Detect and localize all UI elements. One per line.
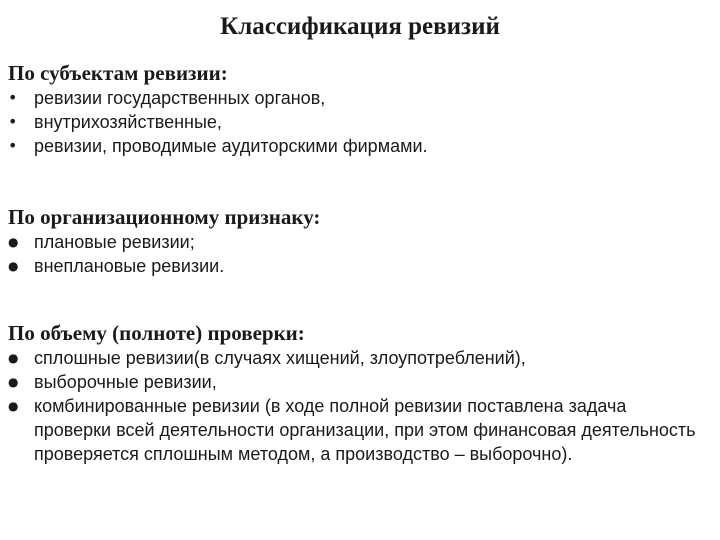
section-heading: По организационному признаку:	[8, 205, 321, 229]
section-by-scope	[8, 320, 708, 466]
bullet-dot-small-icon: ●	[8, 399, 19, 413]
bullet-dot-small-icon: ●	[8, 259, 19, 273]
list-item-text: внутрихозяйственные,	[34, 112, 222, 132]
bullet-list	[8, 86, 708, 158]
list-item-text: комбинированные ревизии (в ходе полной ревизии поставлена задача проверки всей деятельности организации, при этом финансовая деятельность проверяется сплошным методом, а производство – выборочно).	[34, 396, 696, 464]
list-item	[8, 346, 708, 370]
bullet-list	[8, 346, 708, 466]
list-item-text: внеплановые ревизии.	[34, 256, 225, 276]
bullet-dot-small-icon: ●	[8, 375, 19, 389]
section-by-subject	[8, 60, 708, 158]
list-item-text: плановые ревизии;	[34, 232, 195, 252]
list-item	[8, 110, 708, 134]
list-item	[8, 254, 708, 278]
list-item-text: сплошные ревизии(в случаях хищений, злоупотреблений),	[34, 348, 526, 368]
bullet-dot-small-icon: ●	[8, 351, 19, 365]
section-heading: По объему (полноте) проверки:	[8, 321, 305, 345]
list-item	[8, 134, 708, 158]
section-heading: По субъектам ревизии:	[8, 61, 228, 85]
section-by-organization	[8, 204, 708, 278]
list-item	[8, 394, 708, 466]
page-title: Классификация ревизий	[220, 13, 500, 40]
list-item	[8, 86, 708, 110]
list-item	[8, 230, 708, 254]
list-item-text: ревизии, проводимые аудиторскими фирмами.	[34, 136, 428, 156]
bullet-dot-icon: •	[8, 136, 18, 155]
list-item-text: ревизии государственных органов,	[34, 88, 326, 108]
bullet-list	[8, 230, 708, 278]
list-item	[8, 370, 708, 394]
bullet-dot-icon: •	[8, 88, 18, 107]
list-item-text: выборочные ревизии,	[34, 372, 217, 392]
bullet-dot-icon: •	[8, 112, 18, 131]
bullet-dot-small-icon: ●	[8, 235, 19, 249]
